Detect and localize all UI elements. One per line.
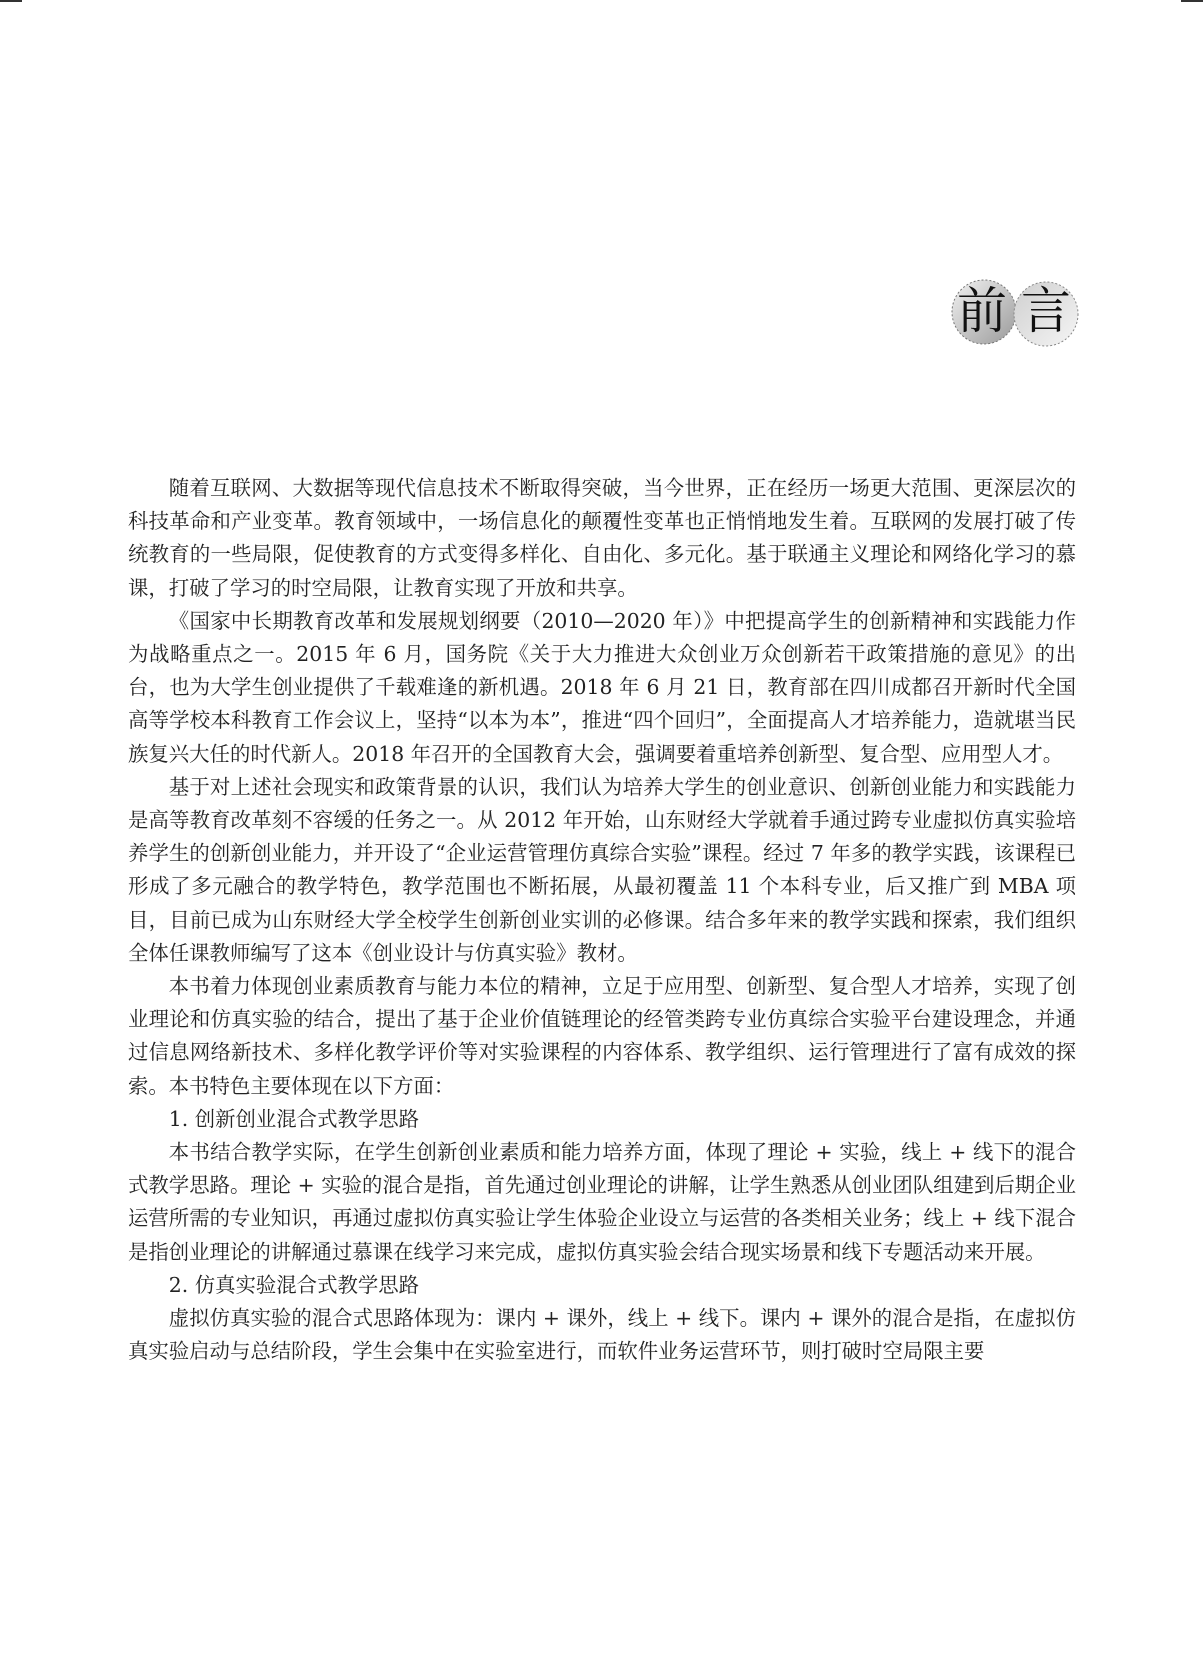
paragraph-3: 基于对上述社会现实和政策背景的认识，我们认为培养大学生的创业意识、创新创业能力和实践能力是高等教育改革刻不容缓的任务之一。从 2012 年开始，山东财经大学就着手通过跨专业虚拟仿真实验培养学生的创新创业能力，并开设了“企业运营管理仿真综合实验”课程。经过 7 年多的教学实践，该课程已形成了多元融合的教学特色，教学范围也不断拓展，从最初覆盖 11 个本科专业，后又推广到 MBA 项目，目前已成为山东财经大学全校学生创新创业实训的必修课。结合多年来的教学实践和探索，我们组织全体任课教师编写了这本《创业设计与仿真实验》教材。 <box>128 774 1076 965</box>
page-title <box>950 268 1080 360</box>
title-char-2: 言 <box>1021 282 1071 340</box>
paragraph-4: 本书着力体现创业素质教育与能力本位的精神，立足于应用型、创新型、复合型人才培养，实现了创业理论和仿真实验的结合，提出了基于企业价值链理论的经管类跨专业仿真综合实验平台建设理念，并通过信息网络新技术、多样化教学评价等对实验课程的内容体系、教学组织、运行管理进行了富有成效的探索。本书特色主要体现在以下方面： <box>128 974 1076 1098</box>
section-heading-2: 2. 仿真实验混合式教学思路 <box>168 1272 420 1297</box>
preface-body <box>128 472 1076 1368</box>
crop-mark-top-left <box>0 0 22 2</box>
paragraph-6: 虚拟仿真实验的混合式思路体现为：课内 + 课外，线上 + 线下。课内 + 课外的混合是指，在虚拟仿真实验启动与总结阶段，学生会集中在实验室进行，而软件业务运营环节，则打破时空局限主要 <box>128 1306 1076 1364</box>
paragraph-1: 随着互联网、大数据等现代信息技术不断取得突破，当今世界，正在经历一场更大范围、更深层次的科技革命和产业变革。教育领域中，一场信息化的颠覆性变革也正悄悄地发生着。互联网的发展打破了传统教育的一些局限，促使教育的方式变得多样化、自由化、多元化。基于联通主义理论和网络化学习的慕课，打破了学习的时空局限，让教育实现了开放和共享。 <box>128 476 1076 600</box>
section-heading-1: 1. 创新创业混合式教学思路 <box>168 1106 420 1131</box>
paragraph-2: 《国家中长期教育改革和发展规划纲要（2010—2020 年）》中把提高学生的创新精神和实践能力作为战略重点之一。2015 年 6 月，国务院《关于大力推进大众创业万众创新若干政策措施的意见》的出台，也为大学生创业提供了千载难逢的新机遇。2018 年 6 月 21 日，教育部在四川成都召开新时代全国高等学校本科教育工作会议上，坚持“以本为本”，推进“四个回归”，全面提高人才培养能力，造就堪当民族复兴大任的时代新人。2018 年召开的全国教育大会，强调要着重培养创新型、复合型、应用型人才。 <box>128 608 1076 766</box>
crop-mark-top-right <box>1181 0 1203 2</box>
paragraph-5: 本书结合教学实际，在学生创新创业素质和能力培养方面，体现了理论 + 实验，线上 + 线下的混合式教学思路。理论 + 实验的混合是指，首先通过创业理论的讲解，让学生熟悉从创业团队组建到后期企业运营所需的专业知识，再通过虚拟仿真实验让学生体验企业设立与运营的各类相关业务；线上 + 线下混合是指创业理论的讲解通过慕课在线学习来完成，虚拟仿真实验会结合现实场景和线下专题活动来开展。 <box>128 1140 1076 1264</box>
title-char-1: 前 <box>957 282 1007 340</box>
